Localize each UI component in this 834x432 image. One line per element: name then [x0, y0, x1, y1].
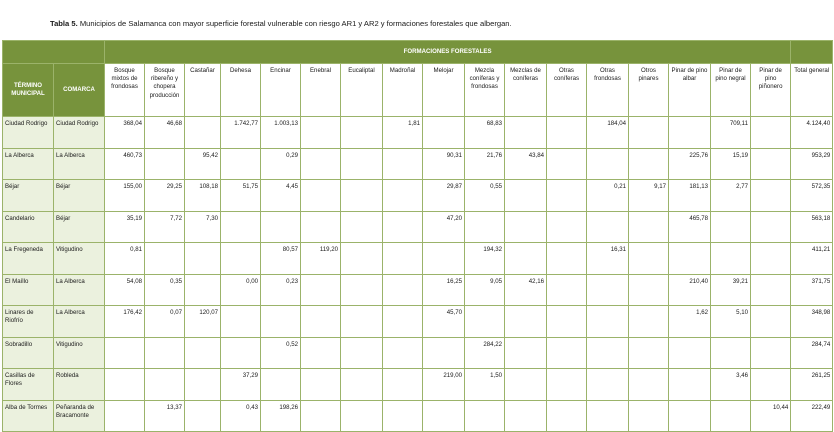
- column-header: Pinar de pino albar: [669, 64, 711, 117]
- value-cell: [587, 306, 629, 338]
- value-cell: 219,00: [423, 369, 465, 401]
- value-cell: [221, 243, 261, 275]
- value-cell: [751, 337, 791, 369]
- municipio-cell: La Alberca: [3, 148, 54, 180]
- value-cell: [587, 400, 629, 432]
- value-cell: 9,17: [629, 180, 669, 212]
- value-cell: [185, 369, 221, 401]
- comarca-cell: Béjar: [54, 180, 105, 212]
- value-cell: [669, 400, 711, 432]
- value-cell: [629, 400, 669, 432]
- value-cell: [301, 306, 341, 338]
- total-cell: 261,25: [791, 369, 833, 401]
- value-cell: [185, 117, 221, 149]
- value-cell: 4,45: [261, 180, 301, 212]
- value-cell: [505, 306, 547, 338]
- value-cell: 16,31: [587, 243, 629, 275]
- comarca-cell: Vitigudino: [54, 337, 105, 369]
- value-cell: [547, 148, 587, 180]
- value-cell: 80,57: [261, 243, 301, 275]
- value-cell: 465,78: [669, 211, 711, 243]
- value-cell: 181,13: [669, 180, 711, 212]
- municipio-cell: Alba de Tormes: [3, 400, 54, 432]
- value-cell: [587, 337, 629, 369]
- value-cell: [301, 369, 341, 401]
- table-row: [3, 148, 833, 180]
- header-corner: [3, 41, 105, 64]
- value-cell: [547, 369, 587, 401]
- value-cell: [751, 117, 791, 149]
- value-cell: [669, 337, 711, 369]
- value-cell: [751, 369, 791, 401]
- column-header: Castañar: [185, 64, 221, 117]
- total-cell: 284,74: [791, 337, 833, 369]
- value-cell: 29,87: [423, 180, 465, 212]
- value-cell: 155,00: [105, 180, 145, 212]
- value-cell: 46,68: [145, 117, 185, 149]
- column-header: Bosque mixtos de frondosas: [105, 64, 145, 117]
- value-cell: 1.742,77: [221, 117, 261, 149]
- value-cell: [547, 400, 587, 432]
- value-cell: [547, 243, 587, 275]
- value-cell: [341, 211, 383, 243]
- value-cell: [341, 400, 383, 432]
- value-cell: [547, 180, 587, 212]
- value-cell: 54,08: [105, 274, 145, 306]
- value-cell: 120,07: [185, 306, 221, 338]
- value-cell: [185, 274, 221, 306]
- table-row: [3, 337, 833, 369]
- municipio-cell: Linares de Riofrío: [3, 306, 54, 338]
- municipio-cell: Sobradillo: [3, 337, 54, 369]
- value-cell: [505, 369, 547, 401]
- value-cell: 210,40: [669, 274, 711, 306]
- table-row: [3, 180, 833, 212]
- column-header: Melojar: [423, 64, 465, 117]
- comarca-cell: Ciudad Rodrigo: [54, 117, 105, 149]
- comarca-cell: Vitigudino: [54, 243, 105, 275]
- value-cell: 43,84: [505, 148, 547, 180]
- value-cell: [629, 243, 669, 275]
- value-cell: 16,25: [423, 274, 465, 306]
- table-row: [3, 369, 833, 401]
- column-header: Pinar de pino piñonero: [751, 64, 791, 117]
- column-header: Pinar de pino negral: [711, 64, 751, 117]
- column-header: Madroñal: [383, 64, 423, 117]
- value-cell: 368,04: [105, 117, 145, 149]
- table-row: [3, 306, 833, 338]
- value-cell: [711, 243, 751, 275]
- value-cell: [505, 400, 547, 432]
- value-cell: [751, 180, 791, 212]
- value-cell: [423, 243, 465, 275]
- value-cell: 0,07: [145, 306, 185, 338]
- value-cell: [711, 337, 751, 369]
- table-row: [3, 117, 833, 149]
- value-cell: 35,19: [105, 211, 145, 243]
- value-cell: [301, 211, 341, 243]
- value-cell: [629, 337, 669, 369]
- value-cell: 7,30: [185, 211, 221, 243]
- value-cell: 0,00: [221, 274, 261, 306]
- comarca-cell: La Alberca: [54, 274, 105, 306]
- value-cell: 709,11: [711, 117, 751, 149]
- value-cell: [423, 117, 465, 149]
- value-cell: 47,20: [423, 211, 465, 243]
- comarca-cell: Robleda: [54, 369, 105, 401]
- value-cell: [751, 306, 791, 338]
- total-cell: 371,75: [791, 274, 833, 306]
- total-cell: 953,29: [791, 148, 833, 180]
- value-cell: 0,21: [587, 180, 629, 212]
- value-cell: [301, 180, 341, 212]
- value-cell: 225,76: [669, 148, 711, 180]
- value-cell: [547, 337, 587, 369]
- value-cell: 1,62: [669, 306, 711, 338]
- municipio-cell: Béjar: [3, 180, 54, 212]
- value-cell: [547, 117, 587, 149]
- value-cell: [505, 180, 547, 212]
- municipio-cell: La Fregeneda: [3, 243, 54, 275]
- value-cell: [105, 369, 145, 401]
- total-cell: 4.124,40: [791, 117, 833, 149]
- table-row: [3, 274, 833, 306]
- value-cell: 460,73: [105, 148, 145, 180]
- value-cell: [383, 180, 423, 212]
- value-cell: 68,83: [465, 117, 505, 149]
- caption-text: Municipios de Salamanca con mayor superficie forestal vulnerable con riesgo AR1 y AR2 y formaciones forestales que albergan.: [77, 19, 512, 28]
- value-cell: 90,31: [423, 148, 465, 180]
- value-cell: [341, 243, 383, 275]
- column-header: Otras frondosas: [587, 64, 629, 117]
- header-total-corner: [791, 41, 833, 64]
- municipio-cell: El Maíllo: [3, 274, 54, 306]
- table-row: [3, 400, 833, 432]
- column-header: Mezcla coníferas y frondosas: [465, 64, 505, 117]
- value-cell: 95,42: [185, 148, 221, 180]
- value-cell: [185, 400, 221, 432]
- value-cell: 0,29: [261, 148, 301, 180]
- total-cell: 572,35: [791, 180, 833, 212]
- value-cell: 9,05: [465, 274, 505, 306]
- value-cell: [185, 337, 221, 369]
- value-cell: 1.003,13: [261, 117, 301, 149]
- value-cell: 176,42: [105, 306, 145, 338]
- value-cell: [423, 400, 465, 432]
- value-cell: 1,50: [465, 369, 505, 401]
- value-cell: [669, 117, 711, 149]
- table-caption: [50, 19, 512, 28]
- value-cell: [547, 211, 587, 243]
- value-cell: 0,35: [145, 274, 185, 306]
- value-cell: [105, 337, 145, 369]
- value-cell: [383, 211, 423, 243]
- value-cell: 10,44: [751, 400, 791, 432]
- value-cell: [221, 148, 261, 180]
- total-cell: 348,98: [791, 306, 833, 338]
- value-cell: 0,81: [105, 243, 145, 275]
- value-cell: [751, 211, 791, 243]
- value-cell: [383, 369, 423, 401]
- value-cell: [711, 211, 751, 243]
- value-cell: [341, 117, 383, 149]
- value-cell: 5,10: [711, 306, 751, 338]
- column-header: Dehesa: [221, 64, 261, 117]
- value-cell: 108,18: [185, 180, 221, 212]
- value-cell: [383, 274, 423, 306]
- value-cell: 29,25: [145, 180, 185, 212]
- value-cell: [221, 306, 261, 338]
- column-header: Otras coníferas: [547, 64, 587, 117]
- value-cell: [587, 274, 629, 306]
- value-cell: [587, 148, 629, 180]
- value-cell: 21,76: [465, 148, 505, 180]
- value-cell: [301, 400, 341, 432]
- value-cell: [383, 148, 423, 180]
- value-cell: 13,37: [145, 400, 185, 432]
- value-cell: [505, 337, 547, 369]
- value-cell: 284,22: [465, 337, 505, 369]
- value-cell: 2,77: [711, 180, 751, 212]
- value-cell: [145, 337, 185, 369]
- value-cell: 1,81: [383, 117, 423, 149]
- value-cell: 0,52: [261, 337, 301, 369]
- value-cell: [341, 369, 383, 401]
- column-header: Eucaliptal: [341, 64, 383, 117]
- value-cell: 7,72: [145, 211, 185, 243]
- value-cell: 15,19: [711, 148, 751, 180]
- value-cell: [465, 306, 505, 338]
- value-cell: [301, 274, 341, 306]
- group-header: FORMACIONES FORESTALES: [105, 41, 791, 64]
- municipio-cell: Casillas de Flores: [3, 369, 54, 401]
- value-cell: [341, 274, 383, 306]
- forest-formations-table: [2, 40, 833, 432]
- table-row: [3, 243, 833, 275]
- value-cell: 198,26: [261, 400, 301, 432]
- value-cell: [301, 148, 341, 180]
- value-cell: 184,04: [587, 117, 629, 149]
- value-cell: 0,23: [261, 274, 301, 306]
- comarca-cell: Peñaranda de Bracamonte: [54, 400, 105, 432]
- value-cell: [587, 211, 629, 243]
- value-cell: [505, 117, 547, 149]
- column-header: Bosque ribereño y chopera producción: [145, 64, 185, 117]
- value-cell: [629, 148, 669, 180]
- column-header: Mezclas de coníferas: [505, 64, 547, 117]
- value-cell: [465, 211, 505, 243]
- value-cell: [341, 306, 383, 338]
- value-cell: 37,29: [221, 369, 261, 401]
- value-cell: [341, 180, 383, 212]
- value-cell: [629, 274, 669, 306]
- column-header-municipio: TÉRMINO MUNICIPAL: [3, 64, 54, 117]
- table-row: [3, 211, 833, 243]
- value-cell: [547, 306, 587, 338]
- municipio-cell: Candelario: [3, 211, 54, 243]
- value-cell: [145, 243, 185, 275]
- value-cell: [221, 211, 261, 243]
- value-cell: 3,46: [711, 369, 751, 401]
- value-cell: [465, 400, 505, 432]
- value-cell: 119,20: [301, 243, 341, 275]
- value-cell: [105, 400, 145, 432]
- value-cell: [383, 306, 423, 338]
- value-cell: 0,43: [221, 400, 261, 432]
- value-cell: [423, 337, 465, 369]
- value-cell: [145, 148, 185, 180]
- value-cell: [261, 211, 301, 243]
- value-cell: [547, 274, 587, 306]
- comarca-cell: La Alberca: [54, 306, 105, 338]
- column-header: Encinar: [261, 64, 301, 117]
- value-cell: [383, 400, 423, 432]
- value-cell: [751, 148, 791, 180]
- column-header: Otros pinares: [629, 64, 669, 117]
- value-cell: [261, 306, 301, 338]
- value-cell: [185, 243, 221, 275]
- column-header: Enebral: [301, 64, 341, 117]
- total-cell: 222,49: [791, 400, 833, 432]
- comarca-cell: Béjar: [54, 211, 105, 243]
- value-cell: [751, 243, 791, 275]
- comarca-cell: La Alberca: [54, 148, 105, 180]
- value-cell: [629, 369, 669, 401]
- value-cell: [341, 148, 383, 180]
- value-cell: [629, 211, 669, 243]
- caption-label: Tabla 5.: [50, 19, 78, 28]
- value-cell: 45,70: [423, 306, 465, 338]
- value-cell: [341, 337, 383, 369]
- column-header: Total general: [791, 64, 833, 117]
- value-cell: [751, 274, 791, 306]
- municipio-cell: Ciudad Rodrigo: [3, 117, 54, 149]
- value-cell: [383, 337, 423, 369]
- value-cell: 51,75: [221, 180, 261, 212]
- value-cell: 0,55: [465, 180, 505, 212]
- total-cell: 563,18: [791, 211, 833, 243]
- value-cell: [261, 369, 301, 401]
- value-cell: 42,16: [505, 274, 547, 306]
- value-cell: [629, 117, 669, 149]
- value-cell: [711, 400, 751, 432]
- value-cell: [629, 306, 669, 338]
- value-cell: [221, 337, 261, 369]
- value-cell: 194,32: [465, 243, 505, 275]
- value-cell: [145, 369, 185, 401]
- value-cell: [383, 243, 423, 275]
- column-header-comarca: COMARCA: [54, 64, 105, 117]
- value-cell: [669, 243, 711, 275]
- total-cell: 411,21: [791, 243, 833, 275]
- value-cell: [301, 117, 341, 149]
- value-cell: 39,21: [711, 274, 751, 306]
- value-cell: [669, 369, 711, 401]
- value-cell: [505, 243, 547, 275]
- value-cell: [505, 211, 547, 243]
- value-cell: [587, 369, 629, 401]
- value-cell: [301, 337, 341, 369]
